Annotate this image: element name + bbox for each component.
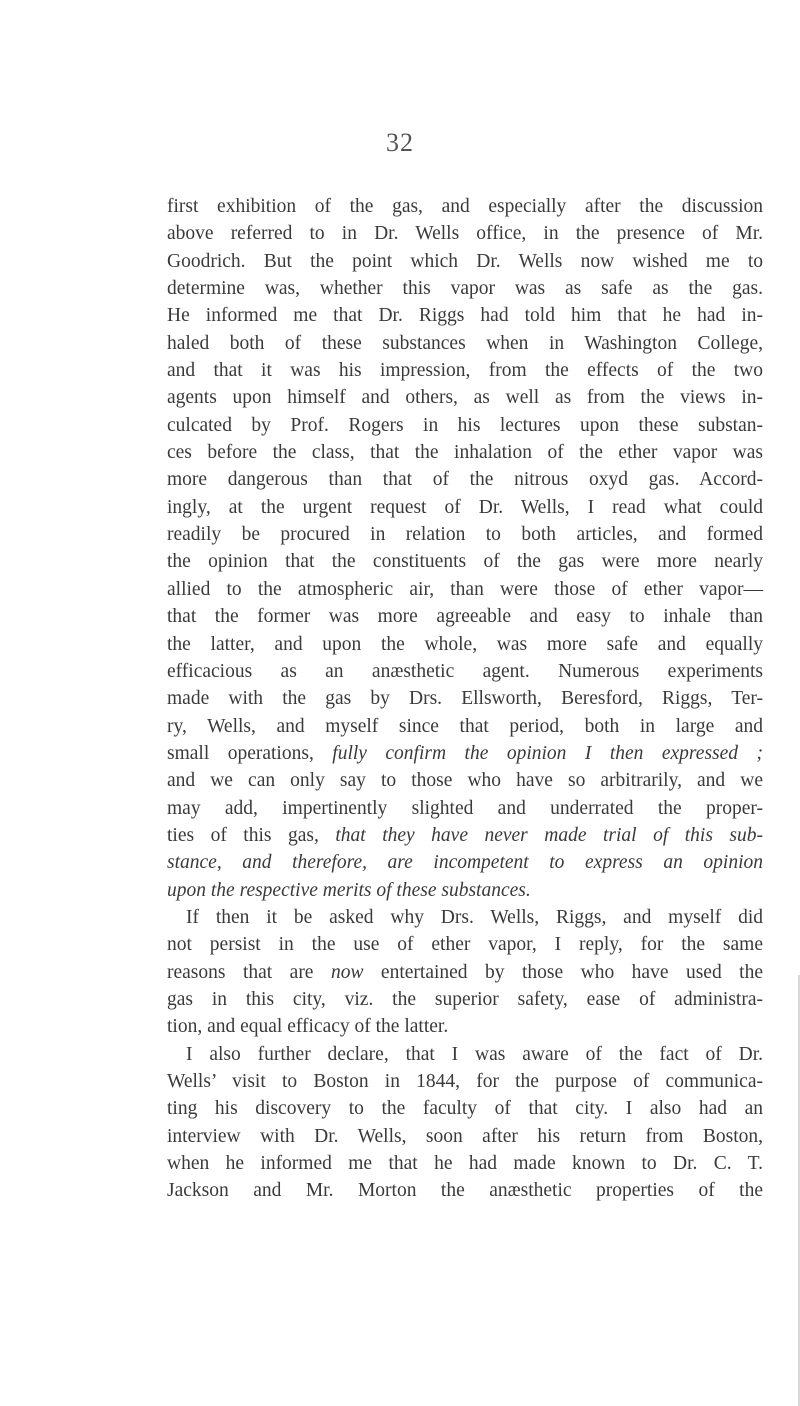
- text-line: ces before the class, that the inhalation of the ether vapor was: [167, 442, 763, 464]
- text-line: gas in this city, viz. the superior safety, ease of administra-: [167, 988, 763, 1010]
- text-line: the opinion that the constituents of the gas were more nearly: [167, 551, 763, 573]
- text-line: first exhibition of the gas, and especially after the discussion: [167, 196, 763, 217]
- text-line: small operations, fully confirm the opinion I then expressed ;: [167, 742, 763, 764]
- text-line: stance, and therefore, are incompetent to express an opinion: [167, 852, 763, 874]
- text-line: ting his discovery to the faculty of that city. I also had an: [167, 1098, 763, 1120]
- text-line: the latter, and upon the whole, was more safe and equally: [167, 633, 763, 655]
- text-line: upon the respective merits of these substances.: [167, 879, 531, 901]
- text-line: ry, Wells, and myself since that period, both in large and: [167, 715, 763, 737]
- text-line: determine was, whether this vapor was as safe as the gas.: [167, 278, 763, 300]
- text-line: Jackson and Mr. Morton the anæsthetic properties of the: [167, 1180, 763, 1202]
- text-line: efficacious as an anæsthetic agent. Numerous experiments: [167, 660, 763, 682]
- text-line: may add, impertinently slighted and underrated the proper-: [167, 797, 763, 819]
- text-line: agents upon himself and others, as well as from the views in-: [167, 387, 763, 409]
- text-line: tion, and equal efficacy of the latter.: [167, 1016, 449, 1038]
- text-line: He informed me that Dr. Riggs had told him that he had in-: [167, 305, 763, 327]
- text-line: haled both of these substances when in Washington College,: [167, 332, 763, 354]
- text-line: and we can only say to those who have so arbitrarily, and we: [167, 770, 763, 792]
- text-line: more dangerous than that of the nitrous oxyd gas. Accord-: [167, 469, 763, 491]
- text-line: that the former was more agreeable and easy to inhale than: [167, 606, 763, 628]
- text-line: interview with Dr. Wells, soon after his return from Boston,: [167, 1125, 763, 1147]
- text-line: above referred to in Dr. Wells office, in the presence of Mr.: [167, 223, 763, 245]
- text-line: ties of this gas, that they have never made trial of this sub-: [167, 824, 763, 846]
- text-line: culcated by Prof. Rogers in his lectures upon these substan-: [167, 414, 763, 436]
- text-line: ingly, at the urgent request of Dr. Wells, I read what could: [167, 496, 763, 518]
- text-line: not persist in the use of ether vapor, I reply, for the same: [167, 934, 763, 956]
- text-line: Wells’ visit to Boston in 1844, for the purpose of communica-: [167, 1071, 763, 1092]
- text-line: If then it be asked why Drs. Wells, Riggs, and myself did: [186, 906, 763, 928]
- text-line: and that it was his impression, from the effects of the two: [167, 360, 763, 382]
- text-line: reasons that are now entertained by those who have used the: [167, 961, 763, 983]
- text-line: made with the gas by Drs. Ellsworth, Beresford, Riggs, Ter-: [167, 688, 763, 710]
- body-text: [167, 193, 763, 1205]
- text-line: when he informed me that he had made known to Dr. C. T.: [167, 1153, 763, 1175]
- text-line: allied to the atmospheric air, than were those of ether vapor—: [167, 578, 763, 600]
- page-number: 32: [386, 128, 414, 157]
- text-line: I also further declare, that I was aware of the fact of Dr.: [186, 1043, 763, 1065]
- text-line: Goodrich. But the point which Dr. Wells now wished me to: [167, 250, 763, 272]
- text-line: readily be procured in relation to both articles, and formed: [167, 524, 763, 546]
